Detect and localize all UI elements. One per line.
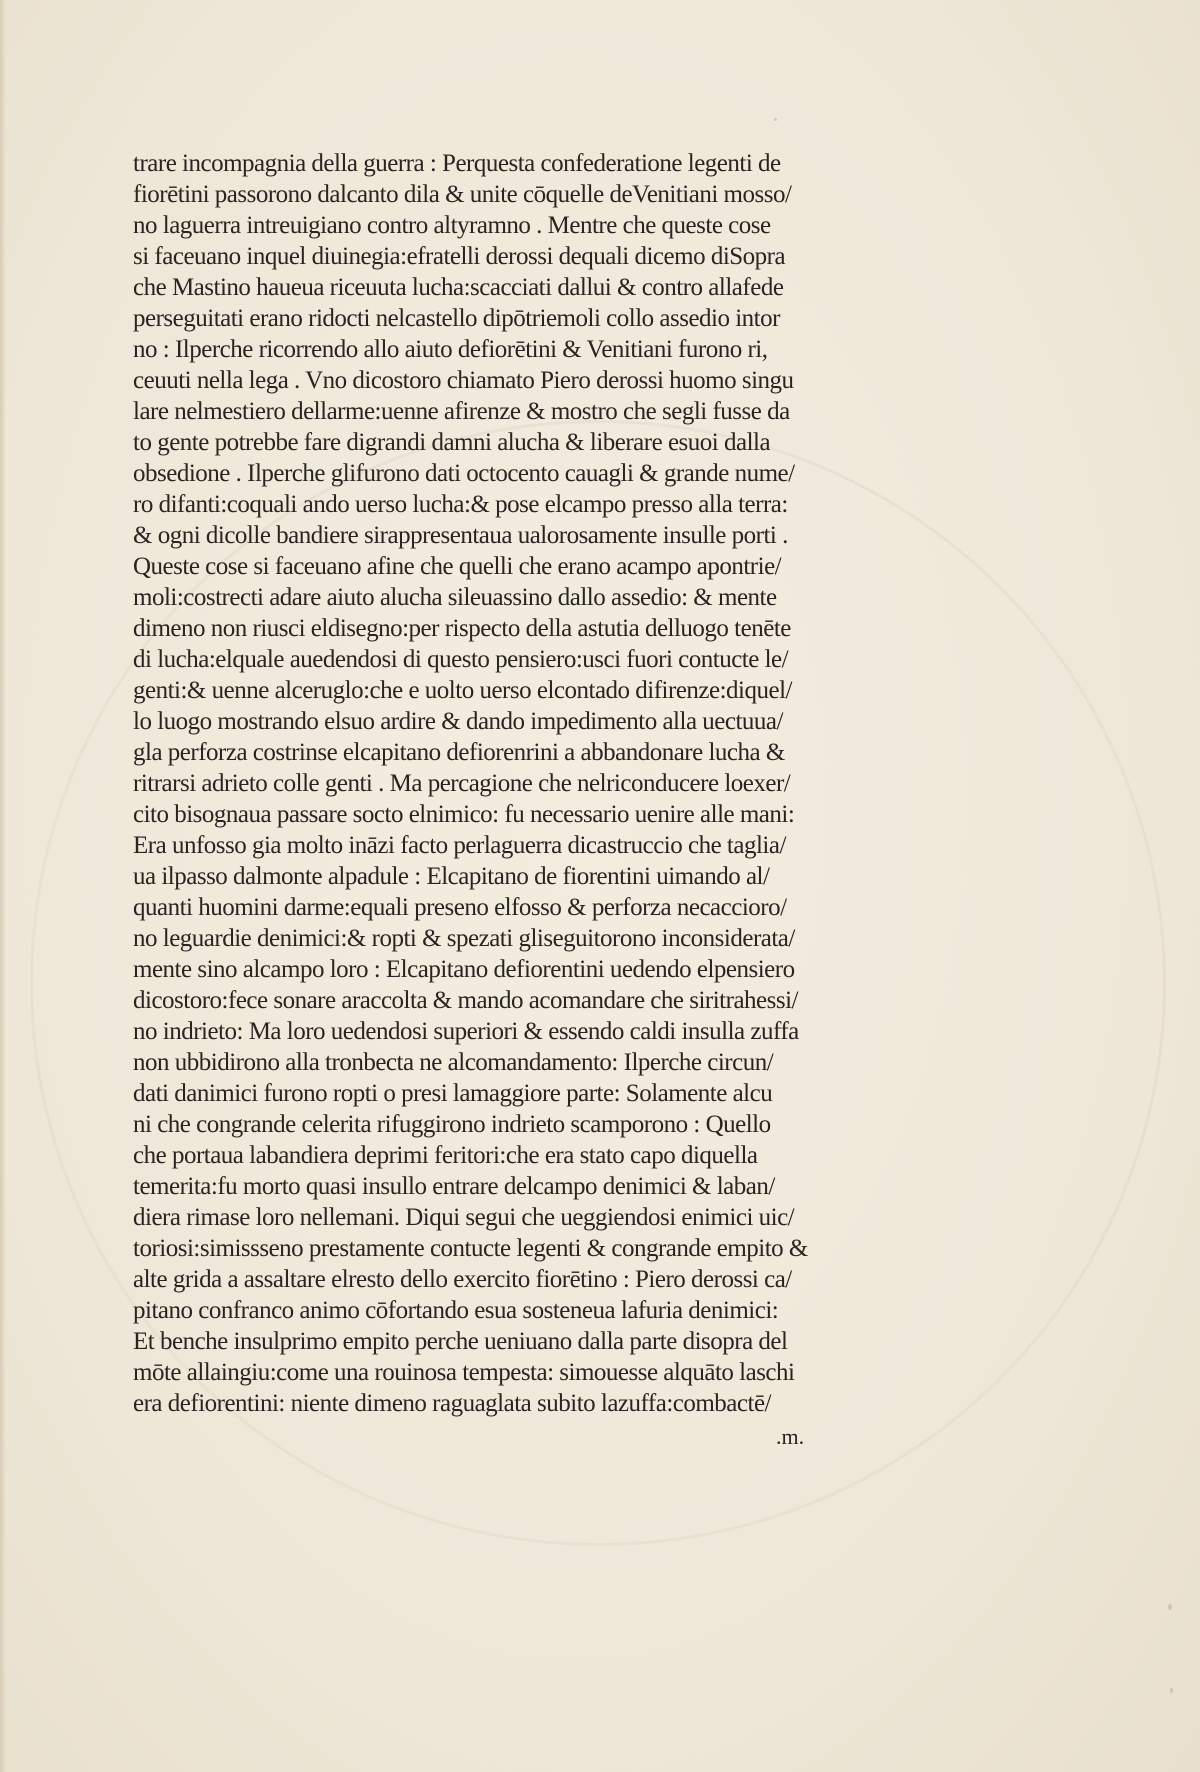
text-line: moli:costrecti adare aiuto alucha sileuassino dallo assedio: & mente: [133, 584, 777, 611]
text-line: gla perforza costrinse elcapitano defiorenrini a abbandonare lucha &: [133, 739, 785, 766]
text-line: che portaua labandiera deprimi feritori:che era stato capo diquella: [133, 1142, 758, 1169]
text-line: mōte allaingiu:come una rouinosa tempesta: simouesse alquāto laschi: [133, 1359, 795, 1386]
text-line: obsedione . Ilperche glifurono dati octocento cauagli & grande nume/: [133, 460, 795, 487]
text-line: che Mastino haueua riceuuta lucha:scacciati dallui & contro allafede: [133, 274, 784, 301]
text-line: ua ilpasso dalmonte alpadule : Elcapitano de fiorentini uimando al/: [133, 863, 770, 890]
text-line: temerita:fu morto quasi insullo entrare delcampo denimici & laban/: [133, 1173, 775, 1200]
paper-spot: [1170, 1688, 1173, 1693]
text-line: no : Ilperche ricorrendo allo aiuto defiorētini & Venitiani furono ri,: [133, 336, 768, 363]
text-line: pitano confranco animo cōfortando esua sosteneua lafuria denimici:: [133, 1297, 779, 1324]
text-line: & ogni dicolle bandiere sirappresentaua ualorosamente insulle porti .: [133, 522, 788, 549]
text-line: ro difanti:coquali ando uerso lucha:& pose elcampo presso alla terra:: [133, 491, 788, 518]
text-line: non ubbidirono alla tronbecta ne alcomandamento: Ilperche circun/: [133, 1049, 774, 1076]
text-line: genti:& uenne alceruglo:che e uolto uerso elcontado difirenze:diquel/: [133, 677, 792, 704]
text-line: to gente potrebbe fare digrandi damni alucha & liberare esuoi dalla: [133, 429, 771, 456]
text-line: dicostoro:fece sonare araccolta & mando acomandare che siritrahessi/: [133, 987, 798, 1014]
text-line: mente sino alcampo loro : Elcapitano defiorentini uedendo elpensiero: [133, 956, 795, 983]
text-line: fiorētini passorono dalcanto dila & unite cōquelle deVenitiani mosso/: [133, 181, 792, 208]
text-line: Era unfosso gia molto ināzi facto perlaguerra dicastruccio che taglia/: [133, 832, 786, 859]
text-line: dimeno non riusci eldisegno:per rispecto della astutia delluogo tenēte: [133, 615, 791, 642]
text-line: trare incompagnia della guerra : Perquesta confederatione legenti de: [133, 150, 781, 177]
text-line: dati danimici furono ropti o presi lamaggiore parte: Solamente alcu: [133, 1080, 773, 1107]
paper-spot: [1168, 1604, 1172, 1610]
text-line: quanti huomini darme:equali preseno elfosso & perforza necaccioro/: [133, 894, 787, 921]
text-line: Queste cose si faceuano afine che quelli che erano acampo apontrie/: [133, 553, 782, 580]
text-line: no laguerra intreuigiano contro altyramno . Mentre che queste cose: [133, 212, 771, 239]
text-line: Et benche insulprimo empito perche ueniuano dalla parte disopra del: [133, 1328, 788, 1355]
text-line: alte grida a assaltare elresto dello exercito fiorētino : Piero derossi ca/: [133, 1266, 792, 1293]
text-line: cito bisognaua passare socto elnimico: fu necessario uenire alle mani:: [133, 801, 795, 828]
text-line: perseguitati erano ridocti nelcastello dipōtriemoli collo assedio intor: [133, 305, 780, 332]
text-line: lo luogo mostrando elsuo ardire & dando impedimento alla uectuua/: [133, 708, 783, 735]
text-line: era defiorentini: niente dimeno raguaglata subito lazuffa:combactē/: [133, 1390, 771, 1417]
body-text: [133, 148, 893, 1419]
text-line: si faceuano inquel diuinegia:efratelli derossi dequali dicemo diSopra: [133, 243, 786, 270]
text-line: ni che congrande celerita rifuggirono indrieto scamporono : Quello: [133, 1111, 771, 1138]
text-line: toriosi:simissseno prestamente contucte legenti & congrande empito &: [133, 1235, 808, 1262]
text-line: lare nelmestiero dellarme:uenne afirenze & mostro che segli fusse da: [133, 398, 790, 425]
text-line: ceuuti nella lega . Vno dicostoro chiamato Piero derossi huomo singu: [133, 367, 794, 394]
signature-mark: .m.: [776, 1424, 805, 1449]
text-line: ritrarsi adrieto colle genti . Ma percagione che nelriconducere loexer/: [133, 770, 791, 797]
paper-spot: [774, 118, 777, 121]
text-line: no leguardie denimici:& ropti & spezati gliseguitorono inconsiderata/: [133, 925, 795, 952]
text-line: di lucha:elquale auedendosi di questo pensiero:usci fuori contucte le/: [133, 646, 789, 673]
text-line: diera rimase loro nellemani. Diqui segui che ueggiendosi enimici uic/: [133, 1204, 795, 1231]
text-line: no indrieto: Ma loro uedendosi superiori & essendo caldi insulla zuffa: [133, 1018, 799, 1045]
